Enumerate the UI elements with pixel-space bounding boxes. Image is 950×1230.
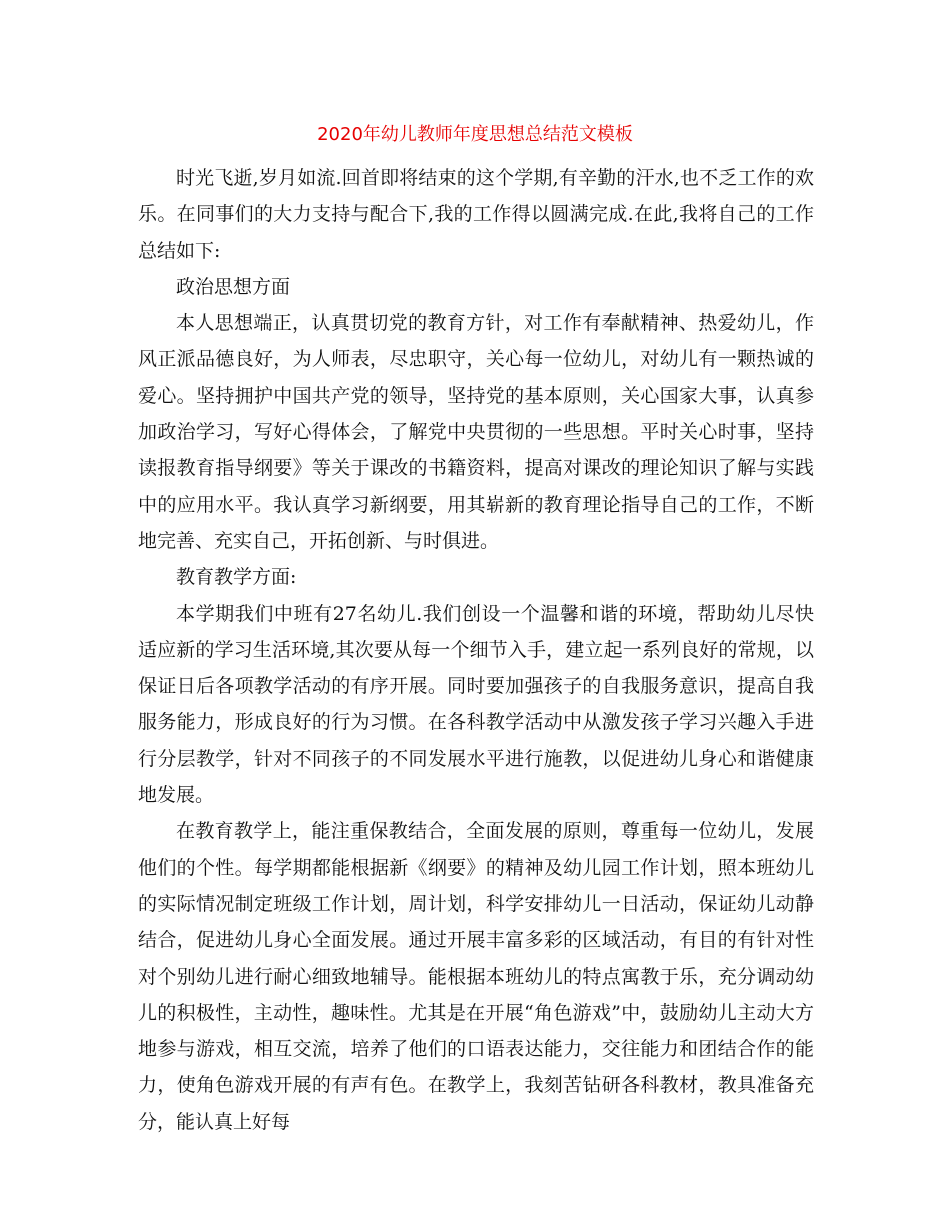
paragraph-intro: 时光飞逝,岁月如流.回首即将结束的这个学期,有辛勤的汗水,也不乏工作的欢乐。在同事们的大力支持与配合下,我的工作得以圆满完成.在此,我将自己的工作总结如下: (138, 167, 814, 262)
document-body (138, 160, 814, 1140)
paragraph-teaching-practice: 在教育教学上，能注重保教结合，全面发展的原则，尊重每一位幼儿，发展他们的个性。每学期都能根据新《纲要》的精神及幼儿园工作计划，照本班幼儿的实际情况制定班级工作计划，周计划，科学安排幼儿一日活动，保证幼儿动静结合，促进幼儿身心全面发展。通过开展丰富多彩的区域活动，有目的有针对性对个别幼儿进行耐心细致地辅导。能根据本班幼儿的特点寓教于乐，充分调动幼儿的积极性，主动性，趣味性。尤其是在开展“角色游戏”中，鼓励幼儿主动大方地参与游戏，相互交流，培养了他们的口语表达能力，交往能力和团结合作的能力，使角色游戏开展的有声有色。在教学上，我刻苦钻研各科教材，教具准备充分，能认真上好每 (138, 820, 814, 1133)
document-title: 2020年幼儿教师年度思想总结范文模板 (317, 124, 633, 145)
paragraph-class-environment: 本学期我们中班有27名幼儿.我们创设一个温馨和谐的环境，帮助幼儿尽快适应新的学习生活环境,其次要从每一个细节入手，建立起一系列良好的常规，以保证日后各项教学活动的有序开展。同时要加强孩子的自我服务意识，提高自我服务能力，形成良好的行为习惯。在各科教学活动中从激发孩子学习兴趣入手进行分层教学，针对不同孩子的不同发展水平进行施教，以促进幼儿身心和谐健康地发展。 (138, 602, 814, 807)
section-heading-teaching: 教育教学方面: (176, 566, 297, 589)
section-heading-politics: 政治思想方面 (176, 275, 291, 298)
paragraph-politics: 本人思想端正，认真贯切党的教育方针，对工作有奉献精神、热爱幼儿，作风正派品德良好，为人师表，尽忠职守，关心每一位幼儿，对幼儿有一颗热诚的爱心。坚持拥护中国共产党的领导，坚持党的基本原则，关心国家大事，认真参加政治学习，写好心得体会，了解党中央贯彻的一些思想。平时关心时事，坚持读报教育指导纲要》等关于课改的书籍资料，提高对课改的理论知识了解与实践中的应用水平。我认真学习新纲要，用其崭新的教育理论指导自己的工作，不断地完善、充实自己，开拓创新、与时俱进。 (138, 312, 814, 552)
